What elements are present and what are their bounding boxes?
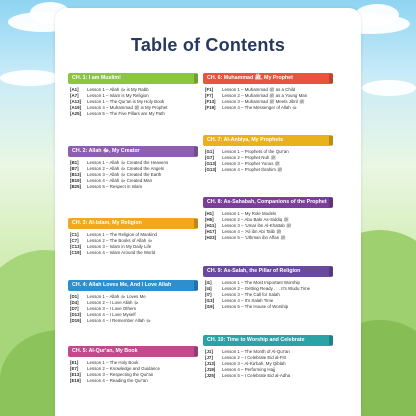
list-item xyxy=(70,378,198,384)
lesson-code: [C13] xyxy=(70,244,81,250)
lesson-code: [C7] xyxy=(70,238,79,244)
lesson-code: [G1] xyxy=(205,149,214,154)
lesson-title: Lesson 4 – It's Salah Time xyxy=(222,298,274,304)
chapter-block xyxy=(68,73,198,117)
lesson-code: [H23] xyxy=(205,235,216,241)
chapter-heading: CH. 1: I am Muslim! xyxy=(68,73,198,84)
lesson-code: [A25] xyxy=(70,111,81,117)
list-item xyxy=(205,373,333,379)
chapter-heading: CH. 6: Muhammad ﷺ, My Prophet xyxy=(203,73,333,84)
list-item xyxy=(205,304,333,310)
lesson-title: Lesson 3 – Islam in My Daily Life xyxy=(87,244,152,250)
lesson-code: [H17] xyxy=(205,229,216,235)
lesson-title: Lesson 2 – Knowledge and Guidance xyxy=(87,366,160,372)
lesson-title: Lesson 2 – I Love Allah ﷻ xyxy=(87,300,139,306)
lesson-list xyxy=(203,87,333,111)
lesson-title: Lesson 4 – 'Ali ibn Abi Talib ﷺ xyxy=(222,229,282,235)
lesson-list xyxy=(68,87,198,117)
lesson-list xyxy=(203,149,333,173)
list-item xyxy=(205,167,333,173)
lesson-title: Lesson 5 – The Five Pillars are My Path xyxy=(87,111,165,117)
lesson-code: [J1] xyxy=(205,349,213,354)
lesson-title: Lesson 4 – Prophet Ibrahim ﷺ xyxy=(222,167,283,173)
lesson-code: [E7] xyxy=(70,366,79,372)
lesson-code: [G13] xyxy=(205,161,217,167)
lesson-title: Lesson 1 – The Qur'an is My Holy Book xyxy=(87,99,165,105)
lesson-list xyxy=(203,349,333,379)
lesson-title: Lesson 1 – Prophets of the Qur'an xyxy=(222,149,289,154)
lesson-code: [F13] xyxy=(205,99,216,105)
lesson-code: [J19] xyxy=(205,367,216,373)
lesson-title: Lesson 2 – Muhammad ﷺ as a Young Man xyxy=(222,93,308,99)
chapter-heading: CH. 4: Allah Loves Me, And I Love Allah xyxy=(68,280,198,291)
lesson-code: [J13] xyxy=(205,361,216,367)
lesson-code: [B19] xyxy=(70,178,81,184)
lesson-code: [G13] xyxy=(205,167,217,173)
lesson-title: Lesson 3 – Muhammad ﷺ Meets Jibril ﷺ xyxy=(222,99,305,105)
lesson-title: Lesson 3 – Respecting the Qur'an xyxy=(87,372,154,378)
lesson-title: Lesson 5 – 'Uthman ibn Affan ﷺ xyxy=(222,235,286,241)
lesson-code: [E19] xyxy=(70,378,81,384)
chapter-block xyxy=(203,197,333,241)
lesson-title: Lesson 3 – Allah ﷻ Created the Earth xyxy=(87,172,162,178)
lesson-code: [A19] xyxy=(70,105,81,111)
lesson-title: Lesson 4 – The Messenger of Allah ﷻ xyxy=(222,105,297,111)
chapter-block xyxy=(68,218,198,256)
chapter-heading: CH. 9: As-Salah, the Pillar of Religion xyxy=(203,266,333,277)
lesson-title: Lesson 1 – The Holy Book xyxy=(87,360,139,365)
lesson-title: Lesson 1 – The Month of Al-Qur'an xyxy=(222,349,290,354)
lesson-code: [D19] xyxy=(70,318,81,324)
lesson-code: [B1] xyxy=(70,160,79,165)
list-item xyxy=(70,184,198,190)
lesson-title: Lesson 2 – The Books of Allah ﷻ xyxy=(87,238,153,244)
lesson-code: [I13] xyxy=(205,298,215,304)
lesson-title: Lesson 2 – I Celebrate Eid al-Fitr xyxy=(222,355,287,361)
page-title: Table of Contents xyxy=(130,35,286,55)
list-item xyxy=(70,318,198,324)
lesson-code: [F19] xyxy=(205,105,216,111)
lesson-code: [F1] xyxy=(205,87,214,92)
lesson-code: [I1] xyxy=(205,280,212,285)
lesson-title: Lesson 1 – My Role Models xyxy=(222,211,277,216)
list-item xyxy=(70,250,198,256)
list-item xyxy=(205,105,333,111)
chapter-block xyxy=(68,280,198,324)
lesson-title: Lesson 3 – Prophet Yunus ﷺ xyxy=(222,161,280,167)
lesson-code: [H11] xyxy=(205,223,216,229)
lesson-title: Lesson 4 – Islam Around the World xyxy=(87,250,156,256)
lesson-list xyxy=(68,160,198,190)
chapter-block xyxy=(68,346,198,384)
lesson-code: [D13] xyxy=(70,312,81,318)
lesson-code: [E13] xyxy=(70,372,81,378)
lesson-code: [I7] xyxy=(205,292,212,298)
lesson-code: [G7] xyxy=(205,155,214,161)
chapter-block xyxy=(203,335,333,379)
chapter-heading: CH. 5: Al-Qur'an, My Book xyxy=(68,346,198,357)
lesson-title: Lesson 5 – I Celebrate Eid al-Adha xyxy=(222,373,291,379)
lesson-code: [D1] xyxy=(70,294,79,299)
lesson-code: [D7] xyxy=(70,306,79,312)
lesson-code: [E1] xyxy=(70,360,79,365)
lesson-title: Lesson 4 – Performing Hajj xyxy=(222,367,275,373)
lesson-code: [B7] xyxy=(70,166,79,172)
lesson-title: Lesson 1 – Allah ﷻ Created the Heavens xyxy=(87,160,169,165)
lesson-title: Lesson 1 – The Most Important Worship xyxy=(222,280,300,285)
lesson-title: Lesson 1 – The Religion of Mankind xyxy=(87,232,157,237)
lesson-title: Lesson 4 – Reading the Qur'an xyxy=(87,378,148,384)
lesson-title: Lesson 2 – Getting Ready . . . It's Wudu Time xyxy=(222,286,311,292)
chapter-heading: CH. 8: As-Sahabah, Companions of the Prophet xyxy=(203,197,333,208)
chapter-heading: CH. 3: Al-Islam, My Religion xyxy=(68,218,198,229)
lesson-title: Lesson 5 – The House of Worship xyxy=(222,304,289,310)
lesson-code: [F7] xyxy=(205,93,214,99)
lesson-code: [A1] xyxy=(70,87,79,92)
chapter-block xyxy=(203,73,333,111)
chapter-heading: CH. 7: Al-Anbiya, My Prophets xyxy=(203,135,333,146)
lesson-list xyxy=(68,294,198,324)
lesson-code: [J25] xyxy=(205,373,216,379)
lesson-list xyxy=(203,280,333,310)
lesson-title: Lesson 3 – I Love Others xyxy=(87,306,137,312)
lesson-list xyxy=(68,360,198,384)
chapter-heading: CH. 10: Time to Worship and Celebrate xyxy=(203,335,333,346)
list-item xyxy=(70,111,198,117)
cloud-decoration xyxy=(355,4,399,26)
lesson-title: Lesson 1 – Muhammad ﷺ as a Child xyxy=(222,87,296,92)
lesson-title: Lesson 2 – Allah ﷻ Created the Angels xyxy=(87,166,164,172)
lesson-code: [I19] xyxy=(205,304,215,310)
lesson-code: [H1] xyxy=(205,211,214,216)
lesson-code: [J7] xyxy=(205,355,213,361)
lesson-title: Lesson 3 – The Call for Salah xyxy=(222,292,280,298)
lesson-title: Lesson 1 – Allah ﷻ Loves Me xyxy=(87,294,146,299)
chapter-block xyxy=(68,146,198,190)
chapter-block xyxy=(203,135,333,173)
chapter-heading: CH. 2: Allah ﷻ, My Creator xyxy=(68,146,198,157)
lesson-list xyxy=(68,232,198,256)
lesson-title: Lesson 4 – I Love Myself xyxy=(87,312,136,318)
lesson-code: [A7] xyxy=(70,93,79,99)
lesson-title: Lesson 3 – 'Umar ibn Al-Khattab ﷺ xyxy=(222,223,292,229)
lesson-title: Lesson 3 – Al-Ka'bah, My Qiblah xyxy=(222,361,286,367)
lesson-list xyxy=(203,211,333,241)
lesson-title: Lesson 1 – Islam is My Religion xyxy=(87,93,149,99)
lesson-code: [H5] xyxy=(205,217,214,223)
lesson-title: Lesson 4 – Muhammad ﷺ is My Prophet xyxy=(87,105,168,111)
lesson-code: [I4] xyxy=(205,286,212,292)
lesson-title: Lesson 5 – Respect in Islam xyxy=(87,184,143,190)
lesson-title: Lesson 1 – Allah ﷻ is My Rabb xyxy=(87,87,149,92)
lesson-title: Lesson 4 – I Remember Allah ﷻ xyxy=(87,318,151,324)
lesson-title: Lesson 4 – Allah ﷻ Created Man xyxy=(87,178,153,184)
lesson-code: [C1] xyxy=(70,232,79,237)
cloud-decoration xyxy=(362,80,416,96)
list-item xyxy=(205,235,333,241)
lesson-code: [D4] xyxy=(70,300,79,306)
lesson-code: [B25] xyxy=(70,184,81,190)
lesson-title: Lesson 2 – Abu Bakr As-Siddiq ﷺ xyxy=(222,217,289,223)
chapter-block xyxy=(203,266,333,310)
lesson-code: [B13] xyxy=(70,172,81,178)
lesson-code: [A13] xyxy=(70,99,81,105)
cloud-decoration xyxy=(0,70,60,86)
lesson-title: Lesson 2 – Prophet Nuh ﷺ xyxy=(222,155,276,161)
lesson-code: [C19] xyxy=(70,250,81,256)
